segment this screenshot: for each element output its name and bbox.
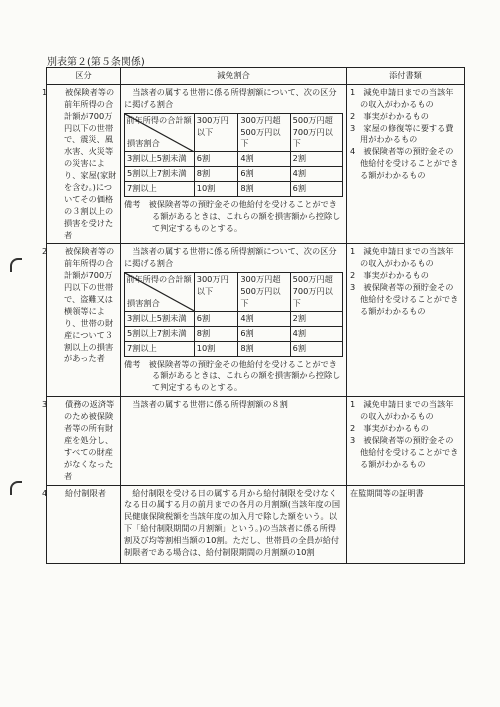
rate-table [124, 113, 343, 197]
documents-list [350, 488, 461, 500]
rate-value: 6割 [194, 152, 238, 167]
reduction-cell [121, 84, 347, 244]
reduction-text: 給付制限を受ける日の属する月から給付制限を受けなくなる日の属する月の前月までの各月の月割額(当該年度の国民健康保険税額を当該年度の加入月で除した額をいう。以下「給付制限期間の月割額」という。)の当該者に係る所得割及び均等割相当額の10割。ただし、世帯員の全員が給付制限者である場合は、給付制限期間の月割額の10割 [124, 487, 341, 557]
damage-range: 7割以上 [125, 182, 195, 197]
rate-diagonal-header [125, 113, 195, 152]
rate-row [125, 182, 343, 197]
income-bracket: 300万円以下 [194, 273, 238, 312]
rate-value: 6割 [290, 341, 342, 356]
header-reduction: 減免割合 [121, 68, 347, 85]
rate-value: 2割 [290, 311, 342, 326]
damage-range: 7割以上 [125, 341, 195, 356]
damage-range: 5割以上7割未満 [125, 167, 195, 182]
document-item: 3 被保険者等の預貯金その他給付を受けることができる額がわかるもの [350, 434, 459, 469]
damage-axis-label: 損害割合 [127, 138, 160, 149]
rate-value: 6割 [238, 326, 290, 341]
rate-row [125, 341, 343, 356]
document-item: 3 家屋の修復等に要する費用がわかるもの [350, 122, 454, 145]
row-number: 4 [42, 487, 48, 498]
table-caption: 別表第２(第５条関係) [47, 57, 145, 68]
rate-row [125, 167, 343, 182]
damage-axis-label: 損害割合 [127, 298, 160, 309]
damage-range: 3割以上5割未満 [125, 152, 195, 167]
damage-range: 3割以上5割未満 [125, 311, 195, 326]
rate-value: 8割 [194, 326, 238, 341]
rate-value: 8割 [238, 341, 290, 356]
rate-value: 10割 [194, 341, 238, 356]
category-cell [42, 397, 121, 485]
rate-value: 8割 [238, 182, 290, 197]
rate-value: 4割 [290, 167, 342, 182]
reduction-text: 当該者の属する世帯に係る所得割額の８割 [132, 399, 288, 410]
income-axis-label: 前年所得の合計額 [126, 274, 192, 285]
punch-hole-mark [10, 258, 22, 272]
document-item: 1 減免申請日までの当該年の収入がわかるもの [350, 246, 454, 269]
documents-cell [347, 485, 465, 563]
rate-table [124, 272, 343, 356]
damage-range: 5割以上7割未満 [125, 326, 195, 341]
note-text: 備考 被保険者等の預貯金その他給付を受けることができる額があるときは、これらの額を損害額から控除して判定するものとする。 [124, 358, 341, 393]
income-bracket: 500万円超700万円以下 [290, 113, 342, 152]
table-row [47, 84, 465, 244]
row-number: 2 [42, 246, 48, 257]
category-text [42, 399, 117, 482]
category-label: 被保険者等の前年所得の合計額が700万円以下の世帯で、盗難又は横領等により、世帯の財産について３割以上の損害があった者 [64, 246, 115, 364]
documents-cell [347, 244, 465, 397]
document-item: 4 被保険者等の預貯金その他給付を受けることができる額がわかるもの [350, 146, 459, 181]
rate-header-row [125, 113, 343, 152]
table-row [47, 244, 465, 397]
category-label: 給付制限者 [65, 487, 106, 498]
header-category: 区分 [47, 68, 121, 85]
category-text [42, 86, 117, 242]
category-text [42, 487, 117, 500]
row-number: 1 [42, 86, 48, 97]
income-bracket: 500万円超700万円以下 [290, 273, 342, 312]
table-row [47, 485, 465, 563]
documents-cell [347, 397, 465, 485]
documents-list [350, 399, 461, 470]
income-bracket: 300万円以下 [194, 113, 238, 152]
income-axis-label: 前年所得の合計額 [126, 114, 192, 125]
document-item: 2 事実がわかるもの [350, 423, 429, 434]
reduction-text: 当該者の属する世帯に係る所得割額について、次の区分に掲げる割合 [124, 246, 337, 269]
rate-value: 4割 [238, 152, 290, 167]
rate-value: 4割 [290, 326, 342, 341]
rate-diagonal-header [125, 273, 195, 312]
reduction-cell [121, 397, 347, 485]
row-number: 3 [42, 399, 48, 410]
category-text [42, 246, 117, 365]
note-text: 備考 被保険者等の預貯金その他給付を受けることができる額があるときは、これらの額を損害額から控除して判定するものとする。 [124, 199, 341, 233]
rate-value: 2割 [290, 152, 342, 167]
document-item: 2 事実がわかるもの [350, 270, 429, 281]
rate-value: 6割 [290, 182, 342, 197]
document-item: 1 減免申請日までの当該年の収入がわかるもの [350, 399, 454, 422]
documents-list [350, 246, 461, 317]
income-bracket: 300万円超500万円以下 [238, 273, 290, 312]
rate-row [125, 326, 343, 341]
document-item: 2 事実がわかるもの [350, 110, 429, 121]
rate-row [125, 311, 343, 326]
category-cell [42, 485, 121, 563]
rate-row [125, 152, 343, 167]
rate-value: 4割 [238, 311, 290, 326]
reduction-text: 当該者の属する世帯に係る所得割額について、次の区分に掲げる割合 [124, 86, 337, 109]
category-cell [42, 84, 121, 244]
rate-value: 10割 [194, 182, 238, 197]
documents-cell [347, 84, 465, 244]
category-cell [42, 244, 121, 397]
document-item: 3 被保険者等の預貯金その他給付を受けることができる額がわかるもの [350, 282, 459, 316]
reduction-cell [121, 244, 347, 397]
category-label: 債務の返済等のため被保険者等の所有財産を処分し、すべての財産がなくなった者 [64, 399, 115, 481]
documents-list [350, 87, 461, 182]
rate-header-row [125, 273, 343, 312]
header-documents: 添付書類 [347, 68, 465, 85]
reduction-table [42, 67, 465, 564]
reduction-cell [121, 485, 347, 563]
rate-value: 6割 [238, 167, 290, 182]
rate-value: 8割 [194, 167, 238, 182]
category-label: 被保険者等の前年所得の合計額が700万円以下の世帯で、震災、風水害、火災等の災害により、家屋(家財を含む。)についてその価格の３割以上の損害を受けた者 [64, 86, 117, 240]
document-item: 1 減免申請日までの当該年の収入がわかるもの [350, 86, 454, 109]
table-row [47, 397, 465, 485]
rate-value: 6割 [194, 311, 238, 326]
income-bracket: 300万円超500万円以下 [238, 113, 290, 152]
punch-hole-mark [10, 481, 22, 495]
document-item: 在監期間等の証明書 [350, 487, 424, 498]
